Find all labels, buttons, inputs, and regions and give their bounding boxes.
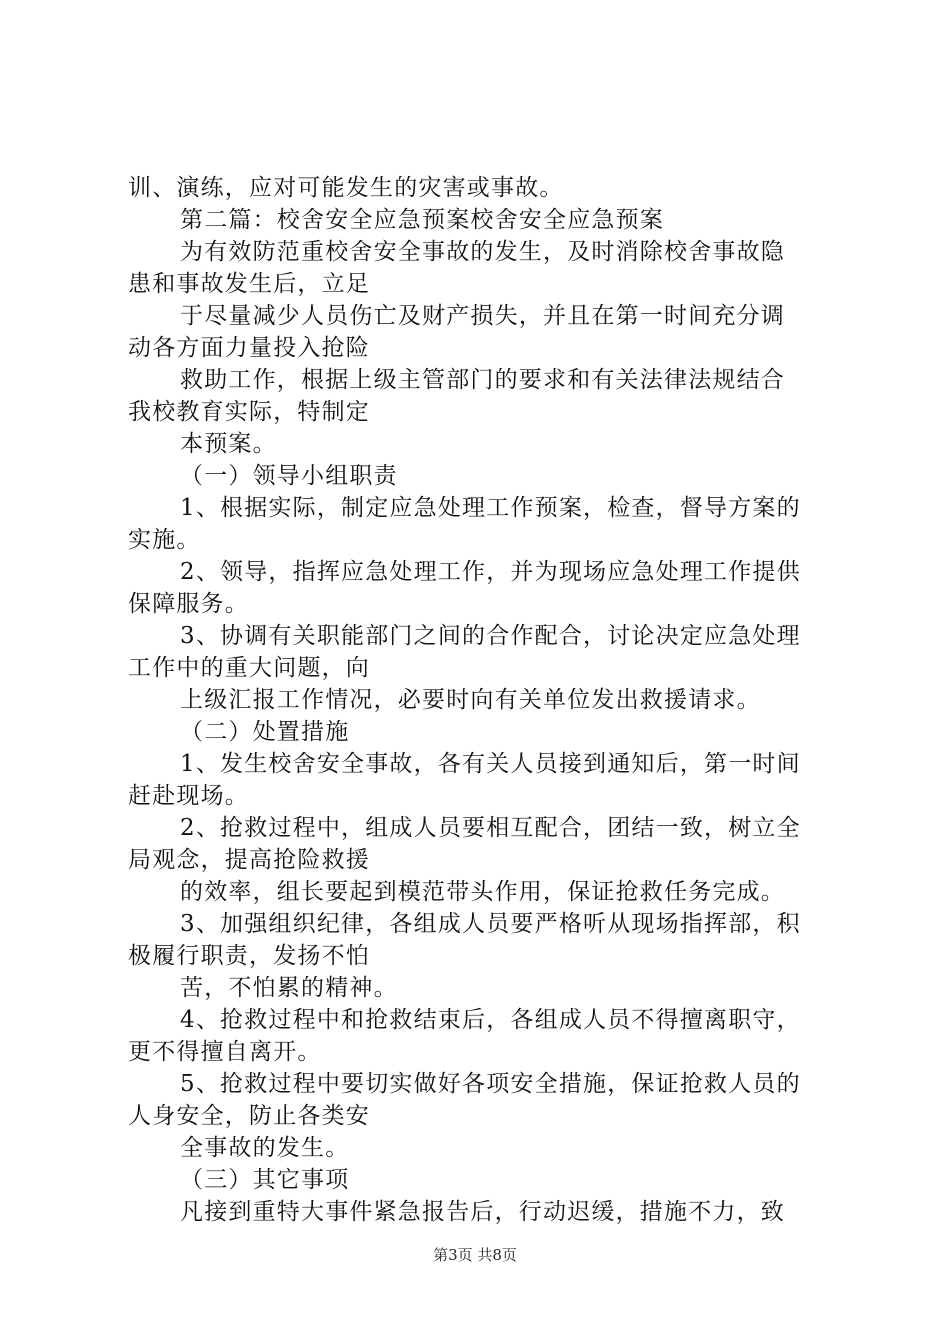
text-line: 局观念，提高抢险救援 <box>128 847 370 873</box>
text-line: 4、抢救过程中和抢救结束后，各组成人员不得擅离职守， <box>180 1007 801 1033</box>
text-line: 保障服务。 <box>128 591 249 617</box>
text-line: 本预案。 <box>180 431 277 457</box>
text-line: 实施。 <box>128 527 201 553</box>
text-line: 的效率，组长要起到模范带头作用，保证抢救任务完成。 <box>180 879 785 905</box>
text-line: 3、协调有关职能部门之间的合作配合，讨论决定应急处理 <box>180 623 801 649</box>
text-line: （一）领导小组职责 <box>180 463 398 489</box>
text-line: 极履行职责，发扬不怕 <box>128 943 370 969</box>
text-line: 2、领导，指挥应急处理工作，并为现场应急处理工作提供 <box>180 559 801 585</box>
text-line: 人身安全，防止各类安 <box>128 1103 370 1129</box>
text-line: 3、加强组织纪律，各组成人员要严格听从现场指挥部，积 <box>180 911 801 937</box>
text-line: 第二篇：校舍安全应急预案校舍安全应急预案 <box>180 207 664 233</box>
text-line: 更不得擅自离开。 <box>128 1039 322 1065</box>
text-line: 我校教育实际，特制定 <box>128 399 370 425</box>
text-line: 1、发生校舍安全事故，各有关人员接到通知后，第一时间 <box>180 751 801 777</box>
text-line: 为有效防范重校舍安全事故的发生，及时消除校舍事故隐 <box>180 239 785 265</box>
text-line: 训、演练，应对可能发生的灾害或事故。 <box>128 175 564 201</box>
text-line: 上级汇报工作情况，必要时向有关单位发出救援请求。 <box>180 687 761 713</box>
text-line: 动各方面力量投入抢险 <box>128 335 370 361</box>
text-line: （三）其它事项 <box>180 1167 350 1193</box>
text-line: 2、抢救过程中，组成人员要相互配合，团结一致，树立全 <box>180 815 801 841</box>
text-line: 1、根据实际，制定应急处理工作预案，检查，督导方案的 <box>180 495 801 521</box>
text-line: 救助工作，根据上级主管部门的要求和有关法律法规结合 <box>180 367 785 393</box>
text-line: （二）处置措施 <box>180 719 350 745</box>
document-body <box>128 172 832 1228</box>
text-line: 全事故的发生。 <box>180 1135 350 1161</box>
text-line: 凡接到重特大事件紧急报告后，行动迟缓，措施不力，致 <box>180 1199 785 1225</box>
text-line: 苦，不怕累的精神。 <box>180 975 398 1001</box>
text-line: 于尽量减少人员伤亡及财产损失，并且在第一时间充分调 <box>180 303 785 329</box>
text-line: 赶赴现场。 <box>128 783 249 809</box>
page-footer: 第3页 共8页 <box>433 1246 517 1264</box>
text-line: 工作中的重大问题，向 <box>128 655 370 681</box>
text-line: 5、抢救过程中要切实做好各项安全措施，保证抢救人员的 <box>180 1071 801 1097</box>
text-line: 患和事故发生后，立足 <box>128 271 370 297</box>
